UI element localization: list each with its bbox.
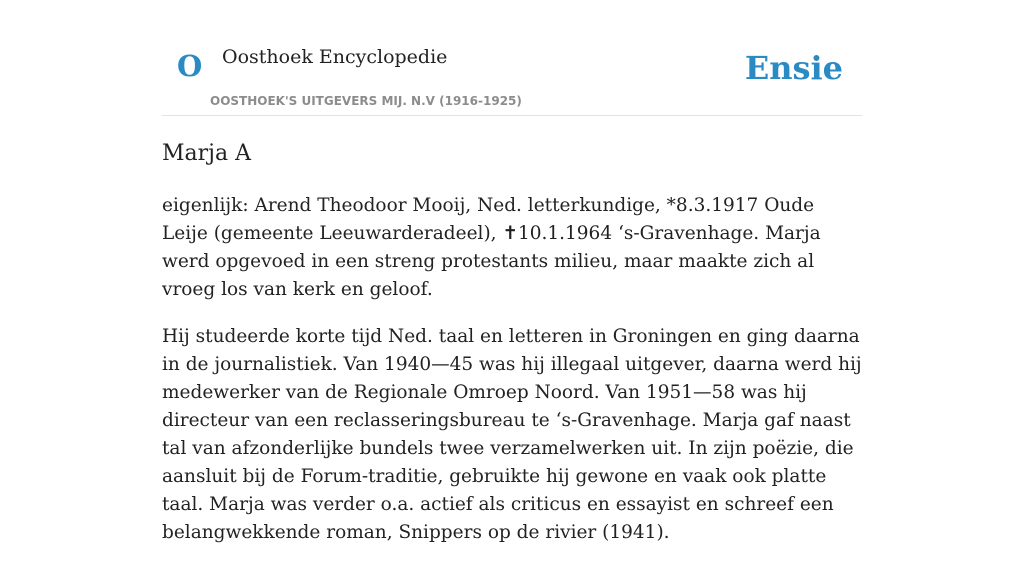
site-header [162, 0, 862, 116]
entry-paragraph: eigenlijk: Arend Theodoor Mooij, Ned. letterkundige, *8.3.1917 Oude Leije (gemeente Leeuwarderadeel), ✝10.1.1964 ‘s-Gravenhage. Marja werd opgevoed in een streng protestants milieu, maar maakte zich al vroeg los van kerk en geloof. [162, 195, 821, 300]
site-subtitle: OOSTHOEK'S UITGEVERS MIJ. N.V (1916-1925) [210, 94, 522, 108]
entry-title: Marja A [162, 141, 251, 166]
entry-body [162, 192, 862, 566]
site-logo[interactable]: O [177, 49, 203, 83]
site-title[interactable]: Oosthoek Encyclopedie [222, 46, 448, 68]
page [162, 0, 862, 543]
entry-paragraph: Hij studeerde korte tijd Ned. taal en letteren in Groningen en ging daarna in de journalistiek. Van 1940—45 was hij illegaal uitgever, daarna werd hij medewerker van de Regionale Omroep Noord. Van 1951—58 was hij directeur van een reclasseringsbureau te ‘s-Gravenhage. Marja gaf naast tal van afzonderlijke bundels twee verzamelwerken uit. In zijn poëzie, die aansluit bij de Forum-traditie, gebruikte hij gewone en vaak ook platte taal. Marja was verder o.a. actief als criticus en essayist en schreef een belangwekkende roman, Snippers op de rivier (1941). [162, 326, 862, 543]
brand-logo-link[interactable]: Ensie [744, 49, 843, 87]
